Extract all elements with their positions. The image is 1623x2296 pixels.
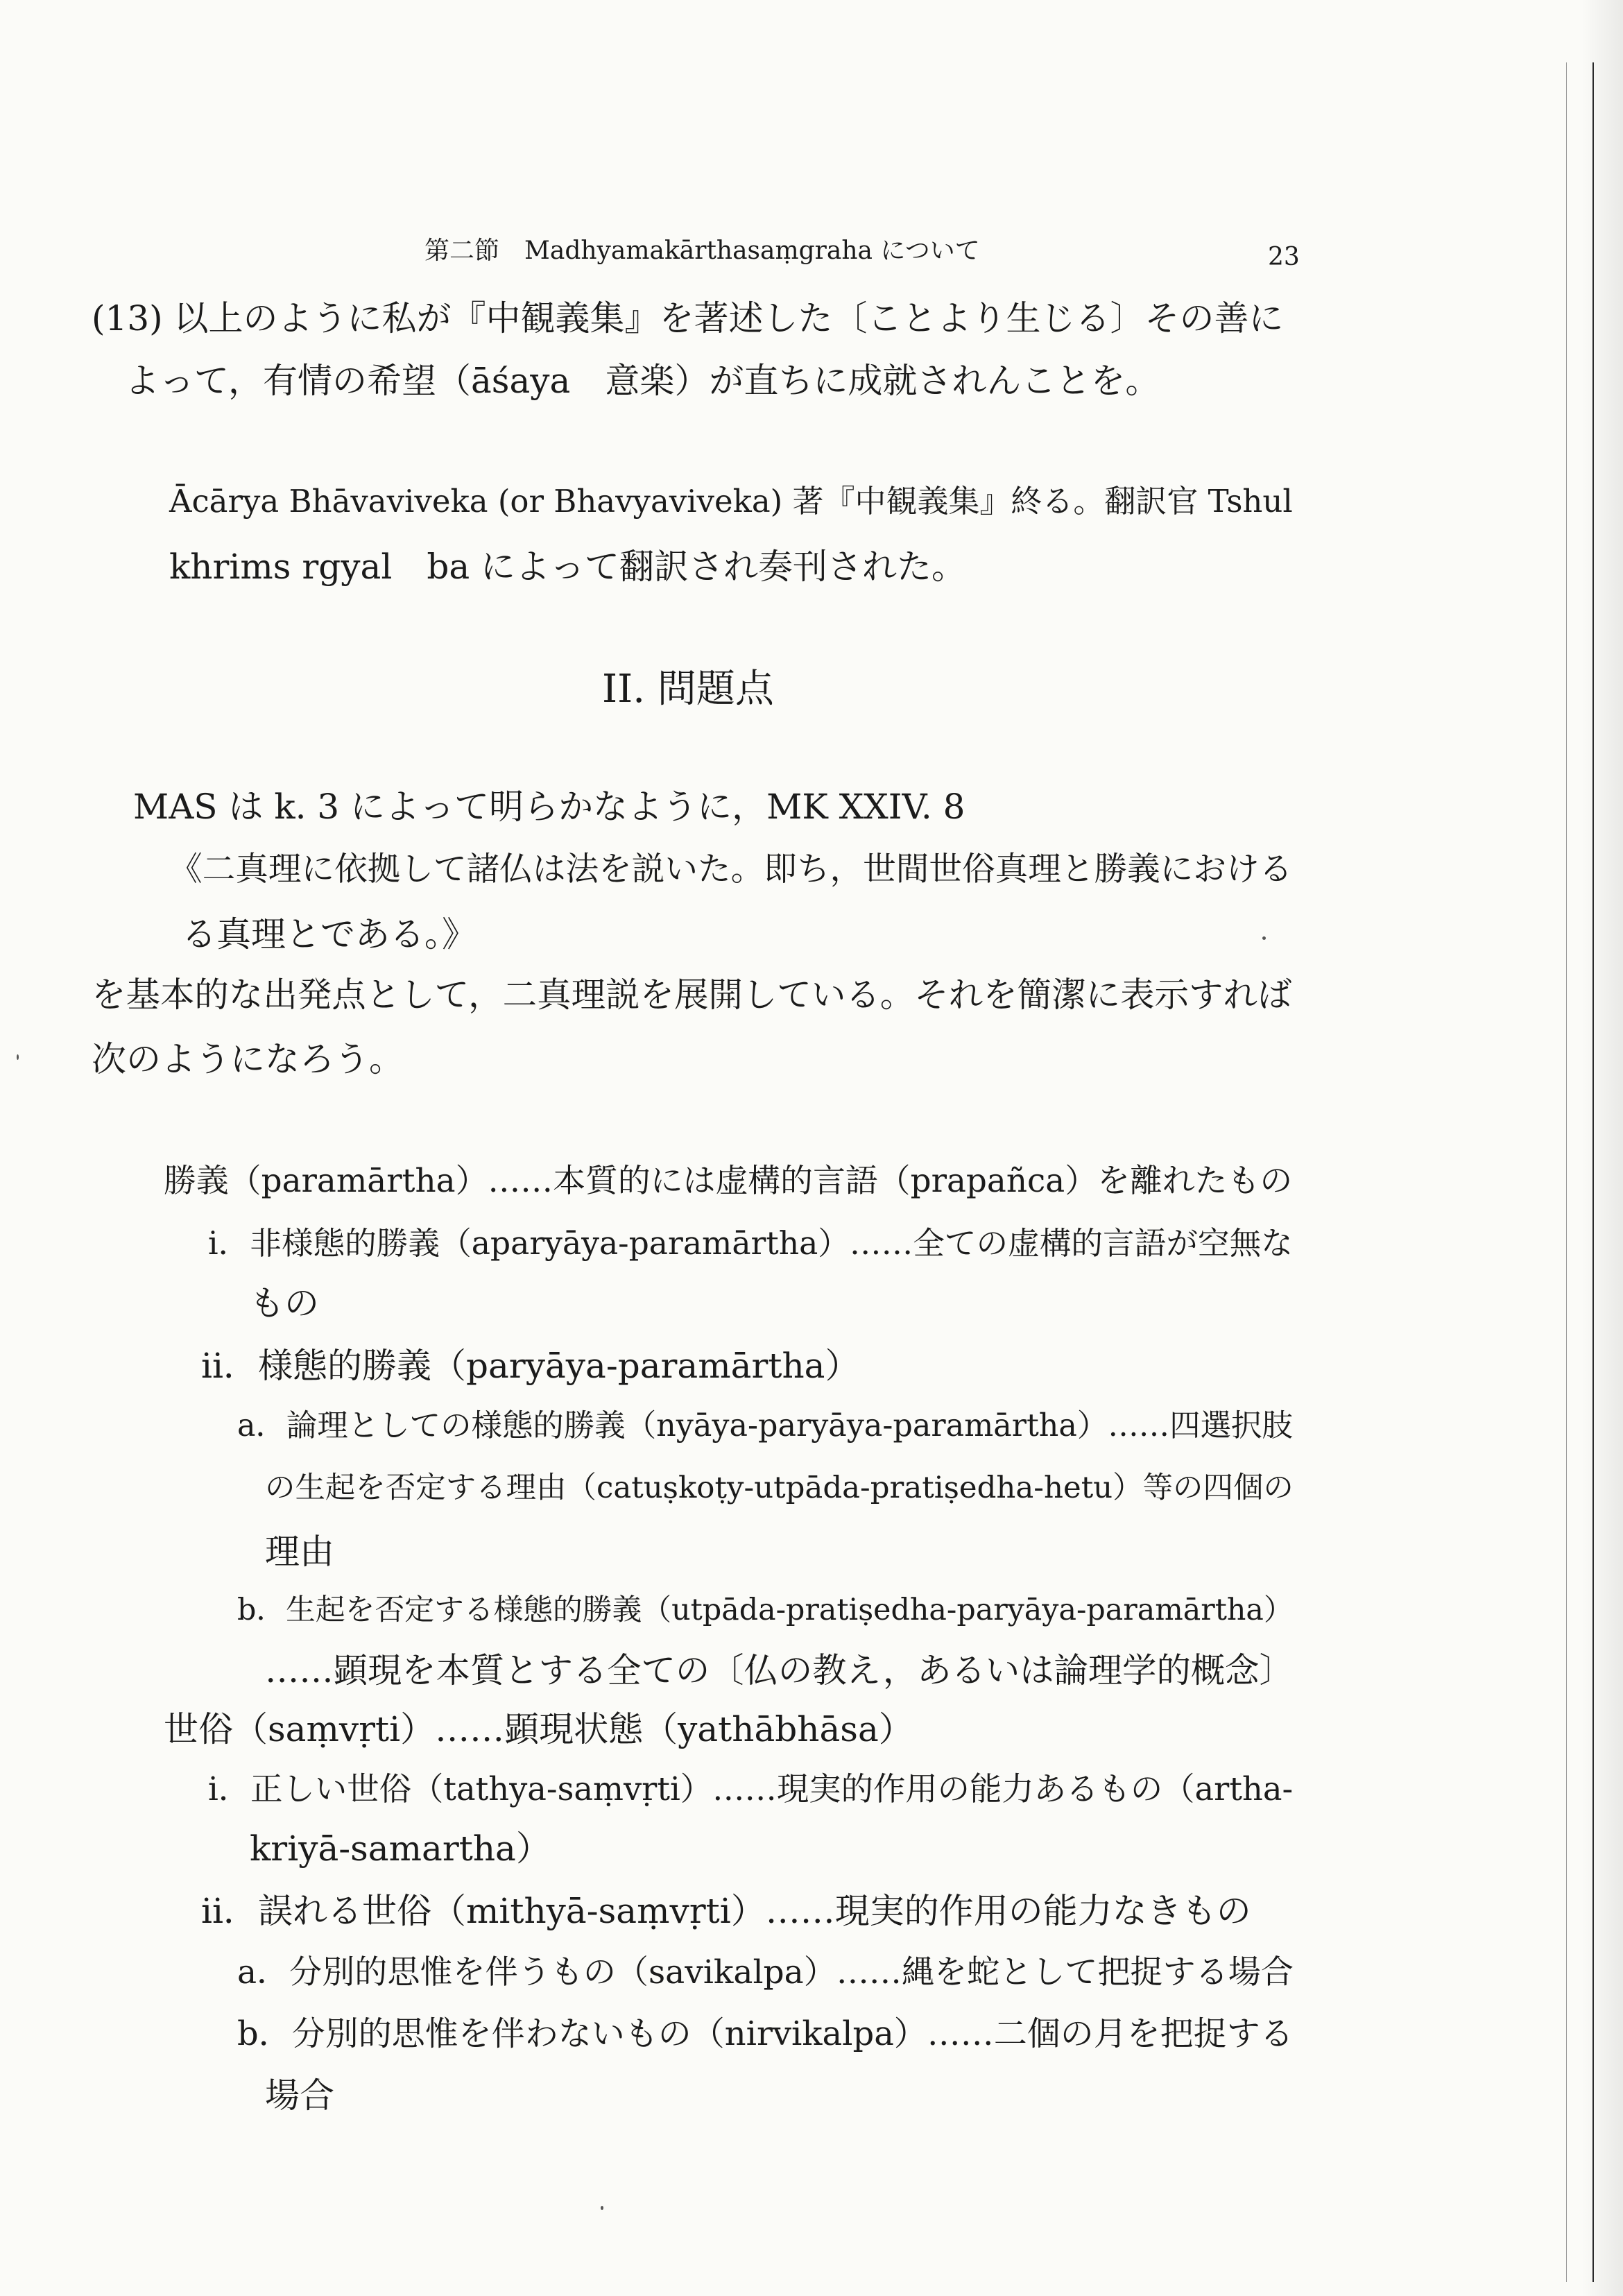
quote-line-2: る真理とである。》: [182, 914, 476, 954]
outline-paramartha-i-cont: もの: [250, 1283, 319, 1323]
colophon-line-2: khrims rgyal ba によって翻訳され奏刊された。: [169, 547, 967, 587]
running-header: 第二節 Madhyamakārthasaṃgraha について: [424, 237, 980, 265]
page-number: 23: [1268, 243, 1300, 271]
colophon-line-1: Ācārya Bhāvaviveka (or Bhavyaviveka) 著『中観義集』終る。翻訳官 Tshul: [169, 483, 1293, 520]
outline-paramartha-ii-a: a．論理としての様態的勝義（nyāya-paryāya-paramārtha）……四選択肢: [237, 1408, 1293, 1443]
outline-samvrti: 世俗（saṃvṛti）……顕現状態（yathābhāsa）: [164, 1709, 913, 1749]
verse-line-1: (13) 以上のように私が『中観義集』を著述した〔ことより生じる〕その善に: [92, 298, 1284, 339]
outline-samvrti-ii-b: b．分別的思惟を伴わないもの（nirvikalpa）……二個の月を把捉する: [237, 2014, 1294, 2053]
verse-line-2: よって，有情の希望（āśaya 意楽）が直ちに成就されんことを。: [125, 361, 1160, 401]
outline-samvrti-i-cont: kriyā-samartha）: [250, 1828, 551, 1869]
scan-speck: [1262, 936, 1266, 940]
section-heading: II. 問題点: [602, 667, 774, 712]
outline-paramartha-ii-b: b．生起を否定する様態的勝義（utpāda-pratiṣedha-paryāya-paramārtha）: [237, 1593, 1294, 1627]
outline-samvrti-ii: ii．誤れる世俗（mithyā-saṃvṛti）……現実的作用の能力なきもの: [201, 1891, 1251, 1931]
outline-paramartha-i: i．非様態的勝義（aparyāya-paramārtha）……全ての虚構的言語が空無な: [208, 1225, 1293, 1262]
page-edge-shadow: [1581, 0, 1623, 2296]
scan-speck: [17, 1054, 19, 1060]
intro-line-1: MAS は k. 3 によって明らかなように，MK XXIV. 8: [133, 787, 965, 827]
quote-line-1: 《二真理に依拠して諸仏は法を説いた。即ち，世間世俗真理と勝義における: [169, 850, 1293, 889]
outline-paramartha-ii-a-cont2: 理由: [265, 1532, 334, 1572]
binding-edge-line-secondary: [1566, 62, 1567, 2282]
outline-samvrti-i: i．正しい世俗（tathya-saṃvṛti）……現実的作用の能力あるもの（artha-: [208, 1770, 1294, 1808]
outline-paramartha-ii-b-cont: ……顕現を本質とする全ての〔仏の教え，あるいは論理学的概念〕: [265, 1650, 1294, 1690]
outline-paramartha-ii-a-cont1: の生起を否定する理由（catuṣkoṭy-utpāda-pratiṣedha-hetu）等の四個の: [265, 1471, 1294, 1505]
intro-line-3: 次のようになろう。: [92, 1039, 404, 1079]
outline-samvrti-ii-a: a．分別的思惟を伴うもの（savikalpa）……縄を蛇として把捉する場合: [237, 1953, 1294, 1991]
binding-edge-line: [1592, 62, 1594, 2282]
intro-line-2: を基本的な出発点として，二真理説を展開している。それを簡潔に表示すれば: [92, 975, 1292, 1015]
outline-samvrti-ii-b-cont: 場合: [265, 2075, 334, 2116]
outline-paramartha-ii: ii．様態的勝義（paryāya-paramārtha）: [201, 1346, 860, 1386]
scan-speck: [601, 2206, 603, 2210]
outline-paramartha: 勝義（paramārtha）……本質的には虚構的言語（prapañca）を離れたもの: [164, 1162, 1293, 1200]
